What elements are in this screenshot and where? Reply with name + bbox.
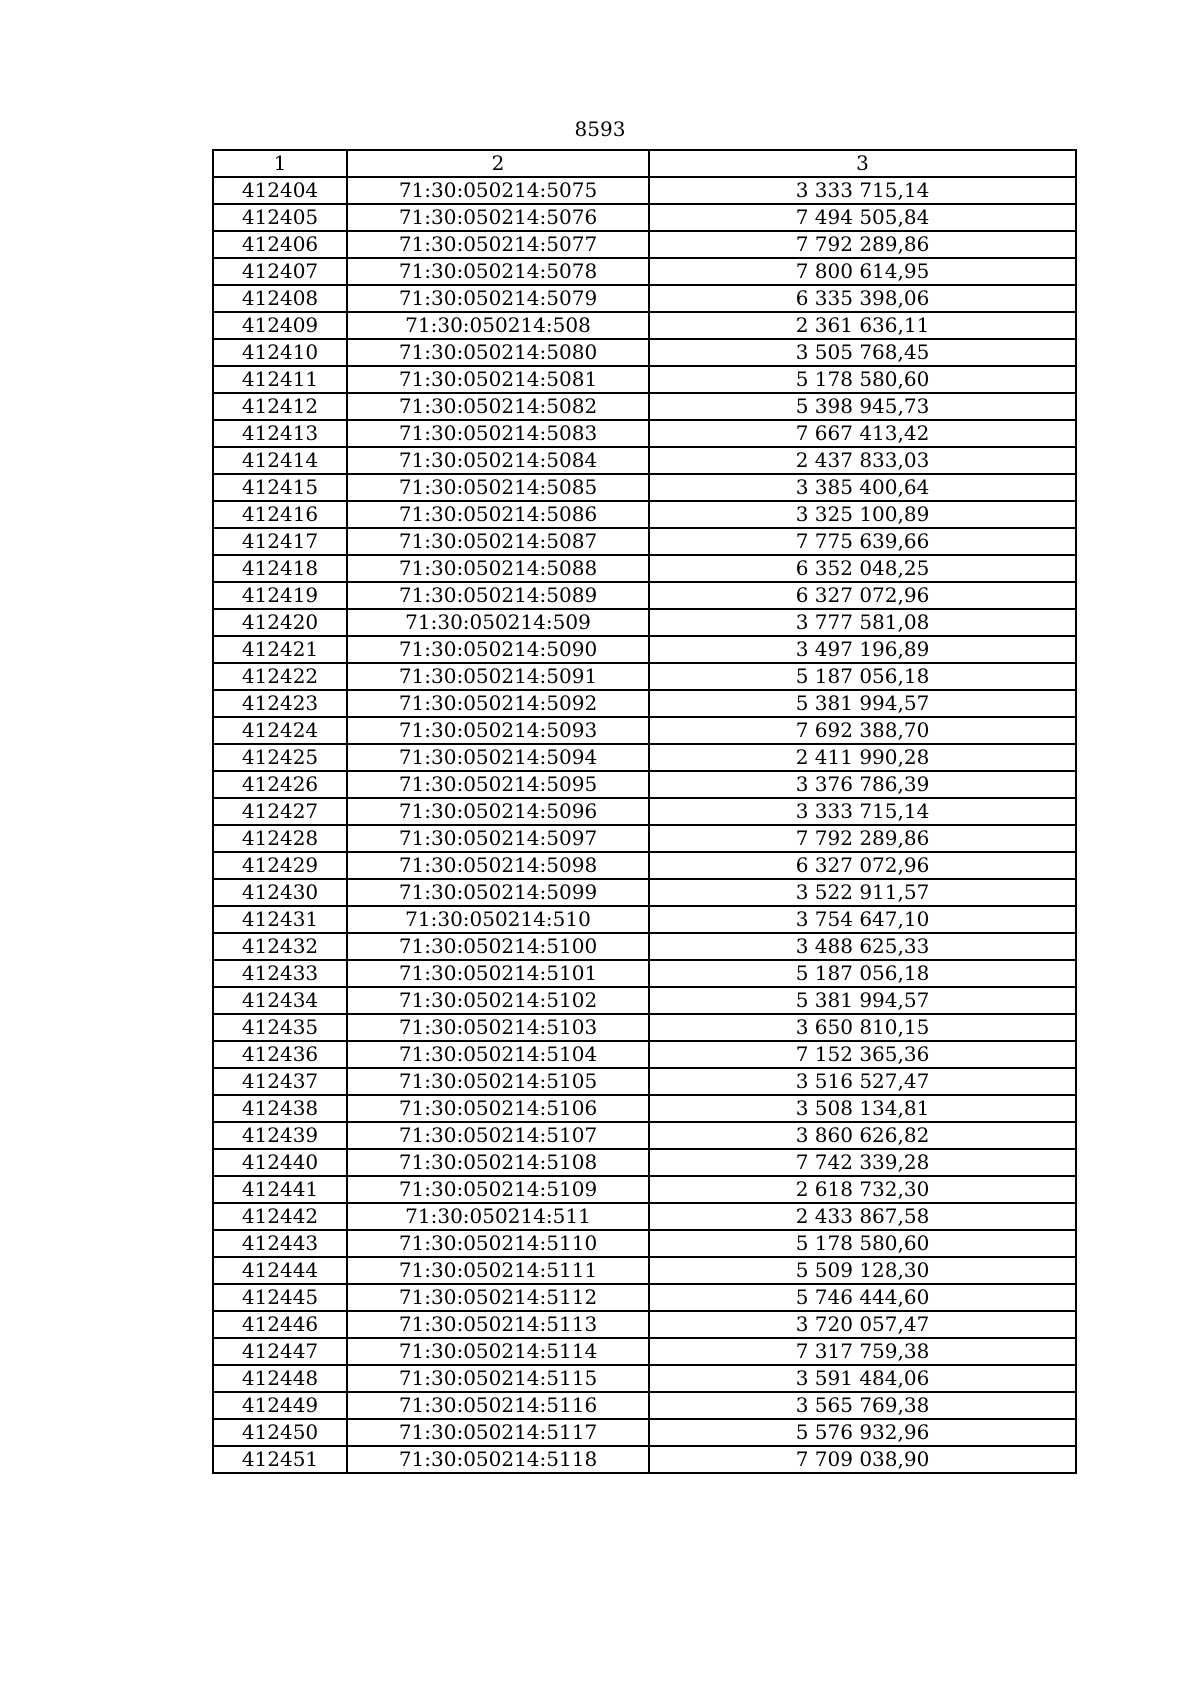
row-number-cell: 412429 <box>213 852 347 879</box>
table-row <box>213 987 1076 1014</box>
value-cell: 5 509 128,30 <box>649 1257 1076 1284</box>
table-row <box>213 1230 1076 1257</box>
row-number-cell: 412432 <box>213 933 347 960</box>
value-cell: 3 508 134,81 <box>649 1095 1076 1122</box>
table-row <box>213 1041 1076 1068</box>
cadastral-number-cell: 71:30:050214:5114 <box>347 1338 649 1365</box>
table-row <box>213 204 1076 231</box>
value-cell: 5 178 580,60 <box>649 366 1076 393</box>
table-row <box>213 744 1076 771</box>
table-row <box>213 231 1076 258</box>
table-row <box>213 447 1076 474</box>
row-number-cell: 412428 <box>213 825 347 852</box>
column-header-3: 3 <box>649 150 1076 177</box>
value-cell: 3 333 715,14 <box>649 177 1076 204</box>
cadastral-number-cell: 71:30:050214:5081 <box>347 366 649 393</box>
value-cell: 5 187 056,18 <box>649 663 1076 690</box>
cadastral-number-cell: 71:30:050214:509 <box>347 609 649 636</box>
cadastral-number-cell: 71:30:050214:5080 <box>347 339 649 366</box>
cadastral-number-cell: 71:30:050214:5116 <box>347 1392 649 1419</box>
table-row <box>213 1419 1076 1446</box>
value-cell: 7 494 505,84 <box>649 204 1076 231</box>
cadastral-number-cell: 71:30:050214:5091 <box>347 663 649 690</box>
cadastral-number-cell: 71:30:050214:5095 <box>347 771 649 798</box>
table-row <box>213 717 1076 744</box>
row-number-cell: 412424 <box>213 717 347 744</box>
row-number-cell: 412425 <box>213 744 347 771</box>
cadastral-number-cell: 71:30:050214:511 <box>347 1203 649 1230</box>
row-number-cell: 412420 <box>213 609 347 636</box>
value-cell: 7 692 388,70 <box>649 717 1076 744</box>
table-row <box>213 474 1076 501</box>
table-row <box>213 609 1076 636</box>
row-number-cell: 412434 <box>213 987 347 1014</box>
value-cell: 3 505 768,45 <box>649 339 1076 366</box>
value-cell: 6 352 048,25 <box>649 555 1076 582</box>
table-row <box>213 636 1076 663</box>
table-row <box>213 879 1076 906</box>
table-row <box>213 771 1076 798</box>
cadastral-number-cell: 71:30:050214:5087 <box>347 528 649 555</box>
table-row <box>213 1311 1076 1338</box>
cadastral-number-cell: 71:30:050214:5094 <box>347 744 649 771</box>
value-cell: 5 576 932,96 <box>649 1419 1076 1446</box>
table-row <box>213 393 1076 420</box>
cadastral-number-cell: 71:30:050214:5077 <box>347 231 649 258</box>
cadastral-number-cell: 71:30:050214:5117 <box>347 1419 649 1446</box>
value-cell: 5 381 994,57 <box>649 987 1076 1014</box>
row-number-cell: 412446 <box>213 1311 347 1338</box>
table-row <box>213 366 1076 393</box>
table-row <box>213 1365 1076 1392</box>
value-cell: 2 361 636,11 <box>649 312 1076 339</box>
table-row <box>213 1122 1076 1149</box>
row-number-cell: 412411 <box>213 366 347 393</box>
table-row <box>213 1068 1076 1095</box>
table-row <box>213 258 1076 285</box>
table-row <box>213 528 1076 555</box>
table-row <box>213 852 1076 879</box>
table-row <box>213 1014 1076 1041</box>
row-number-cell: 412414 <box>213 447 347 474</box>
table-row <box>213 690 1076 717</box>
row-number-cell: 412447 <box>213 1338 347 1365</box>
row-number-cell: 412440 <box>213 1149 347 1176</box>
value-cell: 3 565 769,38 <box>649 1392 1076 1419</box>
cadastral-number-cell: 71:30:050214:5110 <box>347 1230 649 1257</box>
row-number-cell: 412443 <box>213 1230 347 1257</box>
row-number-cell: 412421 <box>213 636 347 663</box>
cadastral-number-cell: 71:30:050214:5098 <box>347 852 649 879</box>
row-number-cell: 412435 <box>213 1014 347 1041</box>
table-row <box>213 582 1076 609</box>
row-number-cell: 412417 <box>213 528 347 555</box>
cadastral-number-cell: 71:30:050214:5076 <box>347 204 649 231</box>
row-number-cell: 412439 <box>213 1122 347 1149</box>
value-cell: 6 327 072,96 <box>649 582 1076 609</box>
table-row <box>213 663 1076 690</box>
row-number-cell: 412406 <box>213 231 347 258</box>
row-number-cell: 412433 <box>213 960 347 987</box>
cadastral-number-cell: 71:30:050214:5107 <box>347 1122 649 1149</box>
value-cell: 3 720 057,47 <box>649 1311 1076 1338</box>
cadastral-number-cell: 71:30:050214:508 <box>347 312 649 339</box>
table-row <box>213 285 1076 312</box>
row-number-cell: 412412 <box>213 393 347 420</box>
cadastral-number-cell: 71:30:050214:5115 <box>347 1365 649 1392</box>
value-cell: 7 742 339,28 <box>649 1149 1076 1176</box>
row-number-cell: 412441 <box>213 1176 347 1203</box>
value-cell: 3 516 527,47 <box>649 1068 1076 1095</box>
column-header-2: 2 <box>347 150 649 177</box>
table-row <box>213 555 1076 582</box>
value-cell: 3 333 715,14 <box>649 798 1076 825</box>
value-cell: 5 398 945,73 <box>649 393 1076 420</box>
value-cell: 3 522 911,57 <box>649 879 1076 906</box>
value-cell: 5 178 580,60 <box>649 1230 1076 1257</box>
table-row <box>213 960 1076 987</box>
value-cell: 7 800 614,95 <box>649 258 1076 285</box>
cadastral-number-cell: 71:30:050214:5078 <box>347 258 649 285</box>
table-row <box>213 1176 1076 1203</box>
cadastral-number-cell: 71:30:050214:510 <box>347 906 649 933</box>
cadastral-number-cell: 71:30:050214:5112 <box>347 1284 649 1311</box>
value-cell: 7 317 759,38 <box>649 1338 1076 1365</box>
value-cell: 5 746 444,60 <box>649 1284 1076 1311</box>
row-number-cell: 412438 <box>213 1095 347 1122</box>
row-number-cell: 412426 <box>213 771 347 798</box>
table-row <box>213 177 1076 204</box>
value-cell: 3 497 196,89 <box>649 636 1076 663</box>
cadastral-number-cell: 71:30:050214:5113 <box>347 1311 649 1338</box>
row-number-cell: 412450 <box>213 1419 347 1446</box>
row-number-cell: 412423 <box>213 690 347 717</box>
row-number-cell: 412444 <box>213 1257 347 1284</box>
row-number-cell: 412409 <box>213 312 347 339</box>
row-number-cell: 412404 <box>213 177 347 204</box>
table-row <box>213 1446 1076 1473</box>
table-row <box>213 1392 1076 1419</box>
row-number-cell: 412445 <box>213 1284 347 1311</box>
cadastral-number-cell: 71:30:050214:5109 <box>347 1176 649 1203</box>
table-row <box>213 1284 1076 1311</box>
cadastral-number-cell: 71:30:050214:5118 <box>347 1446 649 1473</box>
value-cell: 7 775 639,66 <box>649 528 1076 555</box>
value-cell: 3 488 625,33 <box>649 933 1076 960</box>
value-cell: 6 335 398,06 <box>649 285 1076 312</box>
table-row <box>213 1257 1076 1284</box>
row-number-cell: 412451 <box>213 1446 347 1473</box>
cadastral-number-cell: 71:30:050214:5088 <box>347 555 649 582</box>
cadastral-number-cell: 71:30:050214:5097 <box>347 825 649 852</box>
value-cell: 7 792 289,86 <box>649 825 1076 852</box>
value-cell: 3 650 810,15 <box>649 1014 1076 1041</box>
table-row <box>213 312 1076 339</box>
cadastral-number-cell: 71:30:050214:5105 <box>347 1068 649 1095</box>
value-cell: 2 618 732,30 <box>649 1176 1076 1203</box>
cadastral-number-cell: 71:30:050214:5103 <box>347 1014 649 1041</box>
row-number-cell: 412449 <box>213 1392 347 1419</box>
table-header-row <box>213 150 1076 177</box>
table-row <box>213 825 1076 852</box>
row-number-cell: 412407 <box>213 258 347 285</box>
value-cell: 3 860 626,82 <box>649 1122 1076 1149</box>
table-row <box>213 1203 1076 1230</box>
column-header-1: 1 <box>213 150 347 177</box>
cadastral-number-cell: 71:30:050214:5093 <box>347 717 649 744</box>
cadastral-number-cell: 71:30:050214:5084 <box>347 447 649 474</box>
cadastral-number-cell: 71:30:050214:5111 <box>347 1257 649 1284</box>
table-row <box>213 1095 1076 1122</box>
cadastral-number-cell: 71:30:050214:5083 <box>347 420 649 447</box>
cadastral-number-cell: 71:30:050214:5085 <box>347 474 649 501</box>
row-number-cell: 412442 <box>213 1203 347 1230</box>
row-number-cell: 412415 <box>213 474 347 501</box>
cadastral-number-cell: 71:30:050214:5108 <box>347 1149 649 1176</box>
cadastral-number-cell: 71:30:050214:5075 <box>347 177 649 204</box>
value-cell: 7 667 413,42 <box>649 420 1076 447</box>
row-number-cell: 412408 <box>213 285 347 312</box>
value-cell: 3 754 647,10 <box>649 906 1076 933</box>
table-row <box>213 906 1076 933</box>
table-row <box>213 420 1076 447</box>
table-row <box>213 798 1076 825</box>
cadastral-number-cell: 71:30:050214:5101 <box>347 960 649 987</box>
table-row <box>213 339 1076 366</box>
cadastral-number-cell: 71:30:050214:5082 <box>347 393 649 420</box>
value-cell: 3 385 400,64 <box>649 474 1076 501</box>
row-number-cell: 412431 <box>213 906 347 933</box>
cadastral-number-cell: 71:30:050214:5104 <box>347 1041 649 1068</box>
table-row <box>213 933 1076 960</box>
cadastral-number-cell: 71:30:050214:5100 <box>347 933 649 960</box>
cadastral-number-cell: 71:30:050214:5086 <box>347 501 649 528</box>
row-number-cell: 412422 <box>213 663 347 690</box>
value-cell: 3 325 100,89 <box>649 501 1076 528</box>
row-number-cell: 412418 <box>213 555 347 582</box>
row-number-cell: 412413 <box>213 420 347 447</box>
cadastral-number-cell: 71:30:050214:5102 <box>347 987 649 1014</box>
data-table <box>212 149 1077 1474</box>
cadastral-number-cell: 71:30:050214:5092 <box>347 690 649 717</box>
value-cell: 3 777 581,08 <box>649 609 1076 636</box>
row-number-cell: 412405 <box>213 204 347 231</box>
value-cell: 5 381 994,57 <box>649 690 1076 717</box>
value-cell: 5 187 056,18 <box>649 960 1076 987</box>
cadastral-number-cell: 71:30:050214:5099 <box>347 879 649 906</box>
row-number-cell: 412436 <box>213 1041 347 1068</box>
cadastral-number-cell: 71:30:050214:5090 <box>347 636 649 663</box>
table-row <box>213 1149 1076 1176</box>
row-number-cell: 412430 <box>213 879 347 906</box>
page-number: 8593 <box>574 117 626 141</box>
value-cell: 7 792 289,86 <box>649 231 1076 258</box>
value-cell: 3 591 484,06 <box>649 1365 1076 1392</box>
row-number-cell: 412448 <box>213 1365 347 1392</box>
row-number-cell: 412427 <box>213 798 347 825</box>
value-cell: 6 327 072,96 <box>649 852 1076 879</box>
table-body <box>213 150 1076 1473</box>
row-number-cell: 412410 <box>213 339 347 366</box>
value-cell: 2 437 833,03 <box>649 447 1076 474</box>
table-row <box>213 1338 1076 1365</box>
value-cell: 7 709 038,90 <box>649 1446 1076 1473</box>
cadastral-number-cell: 71:30:050214:5106 <box>347 1095 649 1122</box>
row-number-cell: 412437 <box>213 1068 347 1095</box>
cadastral-number-cell: 71:30:050214:5089 <box>347 582 649 609</box>
cadastral-number-cell: 71:30:050214:5096 <box>347 798 649 825</box>
cadastral-number-cell: 71:30:050214:5079 <box>347 285 649 312</box>
row-number-cell: 412416 <box>213 501 347 528</box>
value-cell: 2 411 990,28 <box>649 744 1076 771</box>
value-cell: 3 376 786,39 <box>649 771 1076 798</box>
value-cell: 2 433 867,58 <box>649 1203 1076 1230</box>
row-number-cell: 412419 <box>213 582 347 609</box>
value-cell: 7 152 365,36 <box>649 1041 1076 1068</box>
table-row <box>213 501 1076 528</box>
